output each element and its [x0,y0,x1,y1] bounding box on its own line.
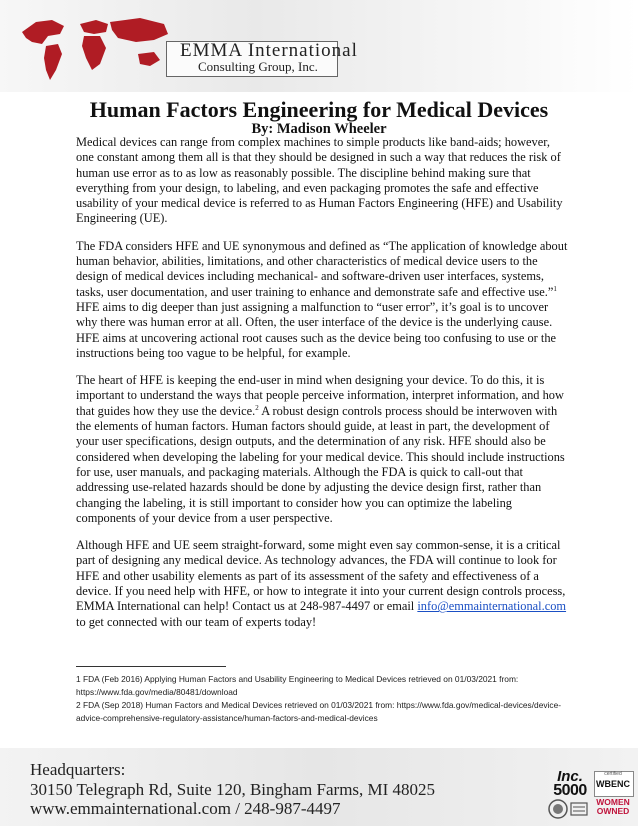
women-owned-line-2: OWNED [596,806,630,816]
article-title: Human Factors Engineering for Medical Devices [89,97,549,122]
footnote-ref-1: 1 [553,284,557,293]
company-subname: Consulting Group, Inc. [198,59,318,74]
article-body [76,135,568,630]
headquarters-label: Headquarters: [30,760,126,779]
paragraph-4 [76,538,568,630]
wbenc-badge-label: WBENC [596,779,630,789]
women-owned-line-1: WOMEN [596,797,630,807]
footnotes [76,673,566,725]
paragraph-3-text-b: A robust design controls process should be interwoven with the elements of human factors. Human factors should guide, at least in part, the development of your user specifications, design outputs, and the determination of any risk. HFE should also be considered when developing the labeling for your medical device. This should include instructions for use, user manuals, and packaging materials. Although the FDA is quick to call-out that addressing use-related hazards should be done by adjusting the device design first, rather than changing the labeling, it is still important to consider how you can optimize the labeling components of your device from a user perspective. [76,403,565,525]
inc-5000-badge-title: Inc. [557,768,583,785]
paragraph-2 [76,239,568,361]
inc-5000-badge-number: 5000 [553,782,587,799]
paragraph-3 [76,373,568,526]
email-link[interactable]: info@emmainternational.com [417,599,567,614]
paragraph-1: Medical devices can range from complex machines to simple products like band-aids; however, one constant among them all is that they should be designed in such a way that reduces the risk of human use error as to as low as reasonably possible. The discipline behind making sure that everything from your design, to labeling, and even packaging promotes the safe and effective usability of your medical device is referred to as Human Factors Engineering (HFE) and Usability Engineering (UE). [76,135,563,226]
footnote-2: 2 FDA (Sep 2018) Human Factors and Medical Devices retrieved on 01/03/2021 from: https://www.fda.gov/medical-devices/device-advice-comprehensive-regulatory-assistance/human-factors-and-medical-devices [76,700,562,723]
footnote-ref-2: 2 [255,403,259,412]
women-owned-badge [593,798,633,816]
footnote-1: 1 FDA (Feb 2016) Applying Human Factors and Usability Engineering to Medical Devices retrieved on 01/03/2021 from: https://www.fda.gov/media/80481/download [76,674,519,697]
footnote-divider [76,666,226,667]
website-phone: www.emmainternational.com / 248-987-4497 [30,799,341,818]
world-map-logo [18,14,188,94]
headquarters-address: 30150 Telegraph Rd, Suite 120, Bingham Farms, MI 48025 [30,780,436,799]
company-name: EMMA International [180,40,358,61]
paragraph-2-text-b: HFE aims to dig deeper than just assigning a malfunction to “user error”, it’s goal is to uncover why there was human error at all. Often, the user interface of the device is the underlying cause. HFE aims at uncovering actional root causes such as the device being too confusing to use or the instructions being too vague to be helpful, for example. [76,299,557,360]
paragraph-4-text-a: Although HFE and UE seem straight-forward, some might even say common-sense, it is a critical part of designing any medical device. As technology advances, the FDA will continue to look for HFE and other usability elements as part of its assessment of the safety and effectiveness of a device. If you need help with HFE, or how to integrate it into your current design controls process, EMMA International can help! Contact us at 248-987-4497 or email [76,538,566,614]
paragraph-2-text-a: The FDA considers HFE and UE synonymous and defined as “The application of knowledge about human behavior, abilities, limitations, and other characteristics of medical device users to the design of medical devices including mechanical- and software-driven user interfaces, systems, tasks, user documentation, and user training to enhance and demonstrate safe and effective use.” [76,238,568,299]
article-byline: By: Madison Wheeler [251,121,387,137]
paragraph-3-text-a: The heart of HFE is keeping the end-user in mind when designing your device. To do this, it is important to understand the ways that people perceive information, interpret information, and how that guides how they use the device. [76,373,564,418]
wbenc-badge-certified: certified [604,771,622,777]
certification-seal-icon [547,798,591,820]
paragraph-4-text-b: to get connected with our team of experts today! [76,614,317,629]
